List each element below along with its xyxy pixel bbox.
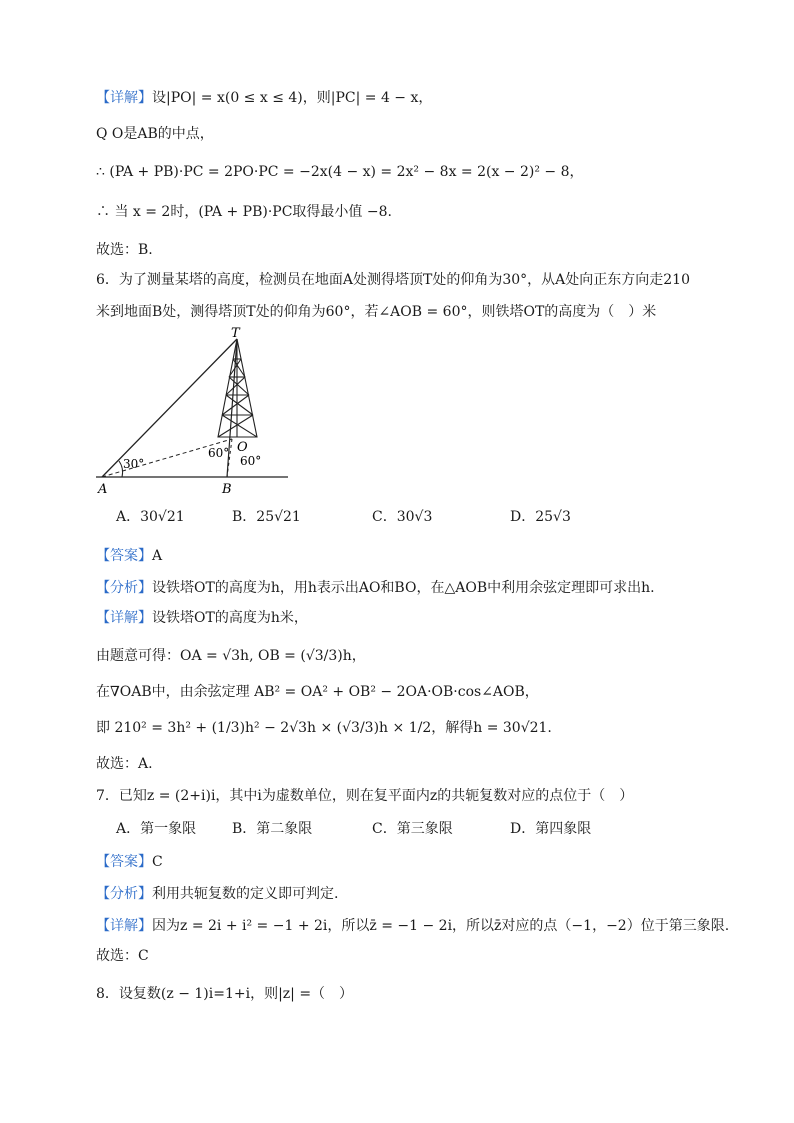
answer-tag: 【答案】 — [96, 548, 152, 564]
q6-option-b: B．25√21 — [232, 509, 301, 525]
angle-label-B: 60° — [240, 454, 262, 468]
q6-step3: 即 210² = 3h² + (1/3)h² − 2√3h × (√3/3)h × 1/2，解得h = 30√21. — [96, 720, 552, 736]
q8-stem: 8．设复数(z − 1)i=1+i，则|z| =（ ） — [96, 986, 354, 1002]
analysis-tag: 【分析】 — [96, 580, 152, 596]
analysis-tag: 【分析】 — [96, 886, 152, 902]
q6-analysis: 设铁塔OT的高度为h，用h表示出AO和BO，在△AOB中利用余弦定理即可求出h. — [152, 580, 655, 596]
tower-figure — [92, 325, 292, 495]
q5-choice-line: 故选：B. — [96, 242, 153, 258]
q7-answer: C — [152, 854, 163, 870]
detail-tag: 【详解】 — [96, 918, 152, 934]
label-O: O — [237, 440, 248, 455]
q7-option-a: A．第一象限 — [116, 821, 197, 837]
q6-stem-line1: 6．为了测量某塔的高度，检测员在地面A处测得塔顶T处的仰角为30°，从A处向正东方向走210 — [96, 272, 690, 288]
q7-option-b: B．第二象限 — [232, 821, 313, 837]
detail-tag: 【详解】 — [96, 90, 152, 106]
q6-answer-line — [96, 546, 162, 566]
q5-derivation-line: ∴ (PA + PB)·PC = 2PO·PC = −2x(4 − x) = 2x² − 8x = 2(x − 2)² − 8， — [96, 164, 584, 180]
q7-stem: 7．已知z = (2+i)i，其中i为虚数单位，则在复平面内z的共轭复数对应的点位于（ ） — [96, 788, 634, 804]
q6-step2: 在∇OAB中，由余弦定理 AB² = OA² + OB² − 2OA·OB·cos∠AOB， — [96, 684, 539, 700]
angle-label-A: 30° — [123, 457, 145, 471]
q7-option-c: C．第三象限 — [372, 821, 453, 837]
q6-analysis-line — [96, 578, 655, 598]
label-A: A — [98, 482, 108, 495]
q6-answer: A — [152, 548, 163, 564]
q6-option-a: A．30√21 — [116, 509, 185, 525]
detail-tag: 【详解】 — [96, 610, 152, 626]
q6-choice: 故选：A. — [96, 756, 153, 772]
q6-option-c: C．30√3 — [372, 509, 433, 525]
q7-detail: 因为z = 2i + i² = −1 + 2i，所以z̄ = −1 − 2i，所以z̄对应的点（−1，−2）位于第三象限. — [152, 918, 730, 934]
q7-analysis-line — [96, 884, 338, 904]
q7-answer-line — [96, 852, 163, 872]
q7-choice: 故选：C — [96, 948, 149, 964]
q7-analysis: 利用共轭复数的定义即可判定. — [152, 886, 339, 902]
q6-detail: 设铁塔OT的高度为h米， — [152, 610, 308, 626]
q7-detail-line — [96, 916, 729, 936]
tower-lattice — [218, 339, 257, 437]
q5-detail-text: 设|PO| = x(0 ≤ x ≤ 4)，则|PC| = 4 − x， — [152, 90, 433, 106]
q6-option-d: D．25√3 — [510, 509, 571, 525]
q6-step1: 由题意可得：OA = √3h, OB = (√3/3)h， — [96, 648, 366, 664]
label-T: T — [231, 326, 240, 341]
q6-stem-line2: 米到地面B处，测得塔顶T处的仰角为60°，若∠AOB = 60°，则铁塔OT的高度为（ ）米 — [96, 304, 657, 320]
label-B: B — [222, 482, 232, 495]
angle-label-O: 60° — [208, 446, 230, 460]
q7-option-d: D．第四象限 — [510, 821, 592, 837]
q5-minimum-line: ∴ 当 x = 2时，(PA + PB)·PC取得最小值 −8. — [96, 204, 392, 220]
answer-tag: 【答案】 — [96, 854, 152, 870]
q5-detail-line — [96, 88, 432, 108]
q6-detail-line — [96, 608, 308, 628]
angle-arc-A — [119, 461, 123, 477]
q5-midpoint-line: Q O是AB的中点， — [96, 126, 214, 142]
